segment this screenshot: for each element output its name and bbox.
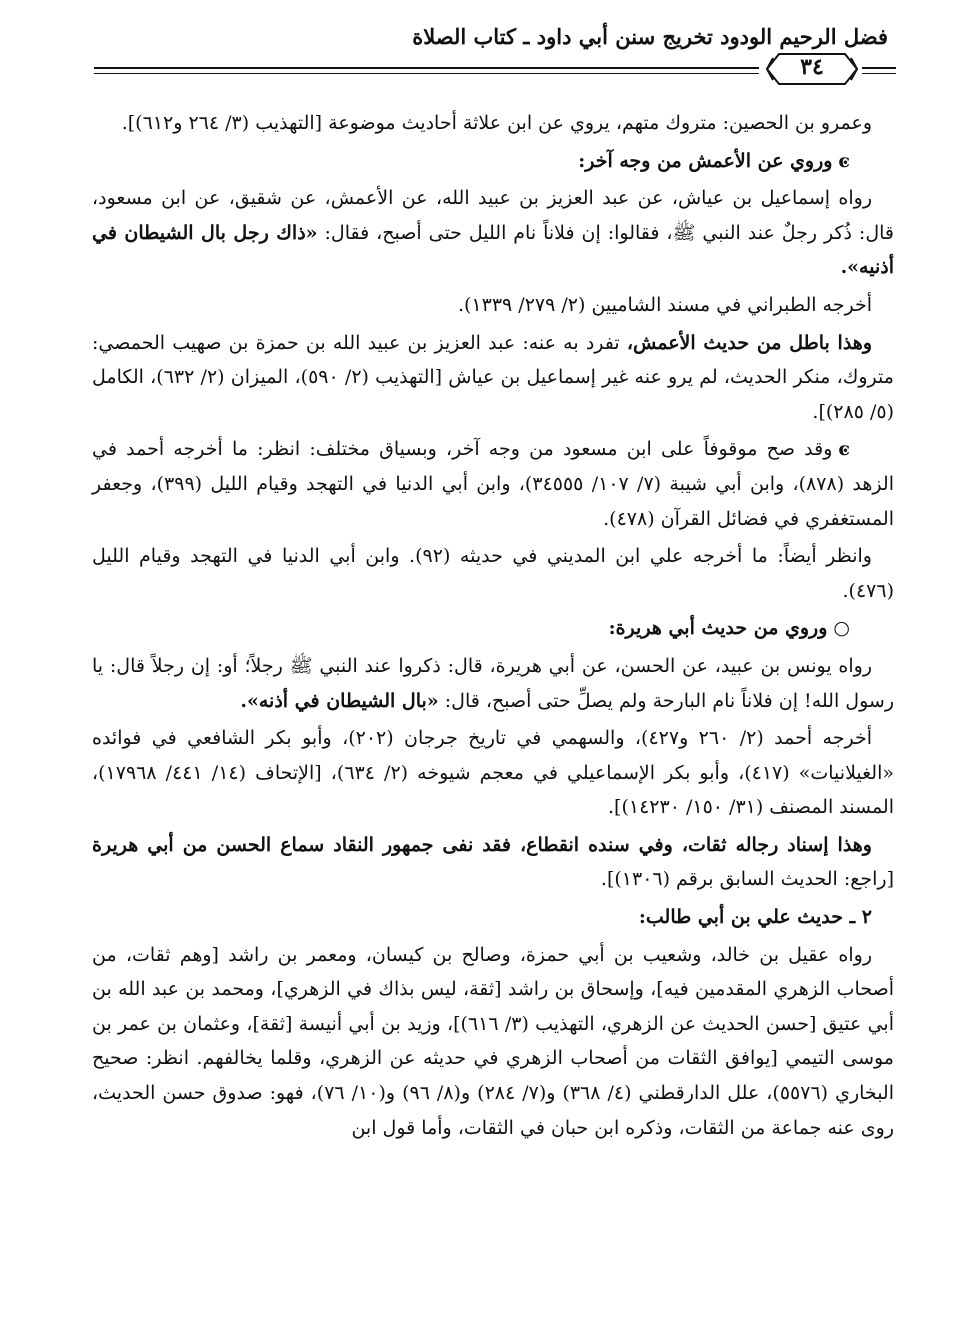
paragraph bbox=[92, 432, 894, 536]
header-rule bbox=[94, 73, 759, 74]
paragraph: أخرجه الطبراني في مسند الشاميين (٢/ ٢٧٩/ ١٣٣٩). bbox=[457, 293, 872, 316]
hadith-quote: «بال الشيطان في أذنه». bbox=[240, 689, 439, 712]
paragraph-text: وقد صح موقوفاً على ابن مسعود من وجه آخر، وبسياق مختلف: انظر: ما أخرجه أحمد في الزهد (٨٧٨)، وابن أبي شيبة (٧/ ١٠٧/ ٣٤٥٥٥)، وابن أبي الدنيا في التهجد وقيام الليل (٣٩٩)، وجعفر المستغفري في فضائل القرآن (٤٧٨). bbox=[92, 438, 894, 530]
section-marker: ͼ bbox=[838, 149, 850, 172]
paragraph-text: رواه إسماعيل بن عياش، عن عبد العزيز بن عبيد الله، عن الأعمش، عن شقيق، عن ابن مسعود، قال: ذُكر رجلٌ عند النبي ﷺ، فقالوا: إن فلاناً نام الليل حتى أصبح، فقال: bbox=[92, 187, 894, 244]
section-marker: ○ bbox=[833, 617, 850, 640]
ruling-text: وهذا إسناد رجاله ثقات، وفي سنده انقطاع، فقد نفى جمهور النقاد سماع الحسن من أبي هريرة bbox=[92, 833, 872, 856]
body-text bbox=[92, 106, 894, 1148]
heading-text: وروي من حديث أبي هريرة: bbox=[608, 617, 828, 640]
paragraph bbox=[92, 181, 894, 285]
ruling-text: وهذا باطل من حديث الأعمش، bbox=[626, 331, 872, 354]
paragraph: أخرجه أحمد (٢/ ٢٦٠ و٤٢٧)، والسهمي في تاريخ جرجان (٢٠٢)، وأبو بكر الشافعي في فوائده «الغيلانيات» (٤١٧)، وأبو بكر الإسماعيلي في معجم شيوخه (٢/ ٦٣٤)، [الإتحاف (١٤/ ٤٤١/ ١٧٩٦٨)، المسند المصنف (٣١/ ١٥٠/ ١٤٢٣٠)]. bbox=[92, 727, 894, 819]
running-header-title: فضل الرحيم الودود تخريج سنن أبي داود ـ كتاب الصلاة bbox=[412, 24, 888, 49]
heading-text: وروي عن الأعمش من وجه آخر: bbox=[578, 149, 833, 172]
section-heading bbox=[92, 611, 894, 646]
paragraph: وعمرو بن الحصين: متروك متهم، يروي عن ابن علاثة أحاديث موضوعة [التهذيب (٣/ ٢٦٤ و٦١٢)]. bbox=[121, 112, 872, 134]
hadith-quote: «ذاك رجل بال الشيطان في أذنيه». bbox=[92, 221, 894, 279]
section-heading bbox=[92, 144, 894, 179]
section-marker: ͼ bbox=[838, 438, 850, 461]
section-heading: ٢ ـ حديث علي بن أبي طالب: bbox=[638, 906, 872, 929]
page-number: ٣٤ bbox=[800, 54, 824, 80]
header-rule bbox=[94, 67, 759, 69]
header-rule bbox=[862, 73, 896, 74]
paragraph-text: [راجع: الحديث السابق برقم (١٣٠٦)]. bbox=[600, 868, 894, 891]
paragraph bbox=[92, 326, 894, 430]
paragraph: رواه عقيل بن خالد، وشعيب بن أبي حمزة، وصالح بن كيسان، ومعمر بن راشد [وهم ثقات، من أصحاب الزهري المقدمين فيه]، وإسحاق بن راشد [ثقة، ليس بذاك في الزهري]، ومحمد بن عبد الله بن أبي عتيق [حسن الحديث عن الزهري، التهذيب (٣/ ٦١٦)]، وزيد بن أبي أنيسة [ثقة]، وعثمان بن عمر بن موسى التيمي [يوافق الثقات من أصحاب الزهري في حديثه عن الزهري، وقلما يخالفهم. انظر: صحيح البخاري (٥٥٧٦)، علل الدارقطني (٤/ ٣٦٨) و(٧/ ٢٨٤) و(٨/ ٩٦) و(١٠/ ٧٦)، فهو: صدوق حسن الحديث، روى عنه جماعة من الثقات، وذكره ابن حبان في الثقات، وأما قول ابن bbox=[92, 943, 894, 1139]
header-rule bbox=[862, 67, 896, 69]
paragraph-text: تفرد به عنه: عبد العزيز بن عبيد الله بن حمزة بن صهيب الحمصي: متروك، منكر الحديث، لم يرو عنه غير إسماعيل بن عياش [التهذيب (٢/ ٥٩٠)، الميزان (٢/ ٦٣٢)، الكامل (٥/ ٢٨٥)]. bbox=[92, 331, 894, 423]
paragraph-text: رواه يونس بن عبيد، عن الحسن، عن أبي هريرة، قال: ذكروا عند النبي ﷺ رجلاً؛ أو: إن رجلاً قال: يا رسول الله! إن فلاناً نام البارحة ولم يصلِّ حتى أصبح، قال: bbox=[92, 654, 894, 712]
paragraph bbox=[92, 828, 894, 897]
paragraph: وانظر أيضاً: ما أخرجه علي ابن المديني في حديثه (٩٢). وابن أبي الدنيا في التهجد وقيام الليل (٤٧٦). bbox=[92, 545, 894, 602]
page-number-badge bbox=[765, 52, 859, 86]
paragraph bbox=[92, 649, 894, 718]
